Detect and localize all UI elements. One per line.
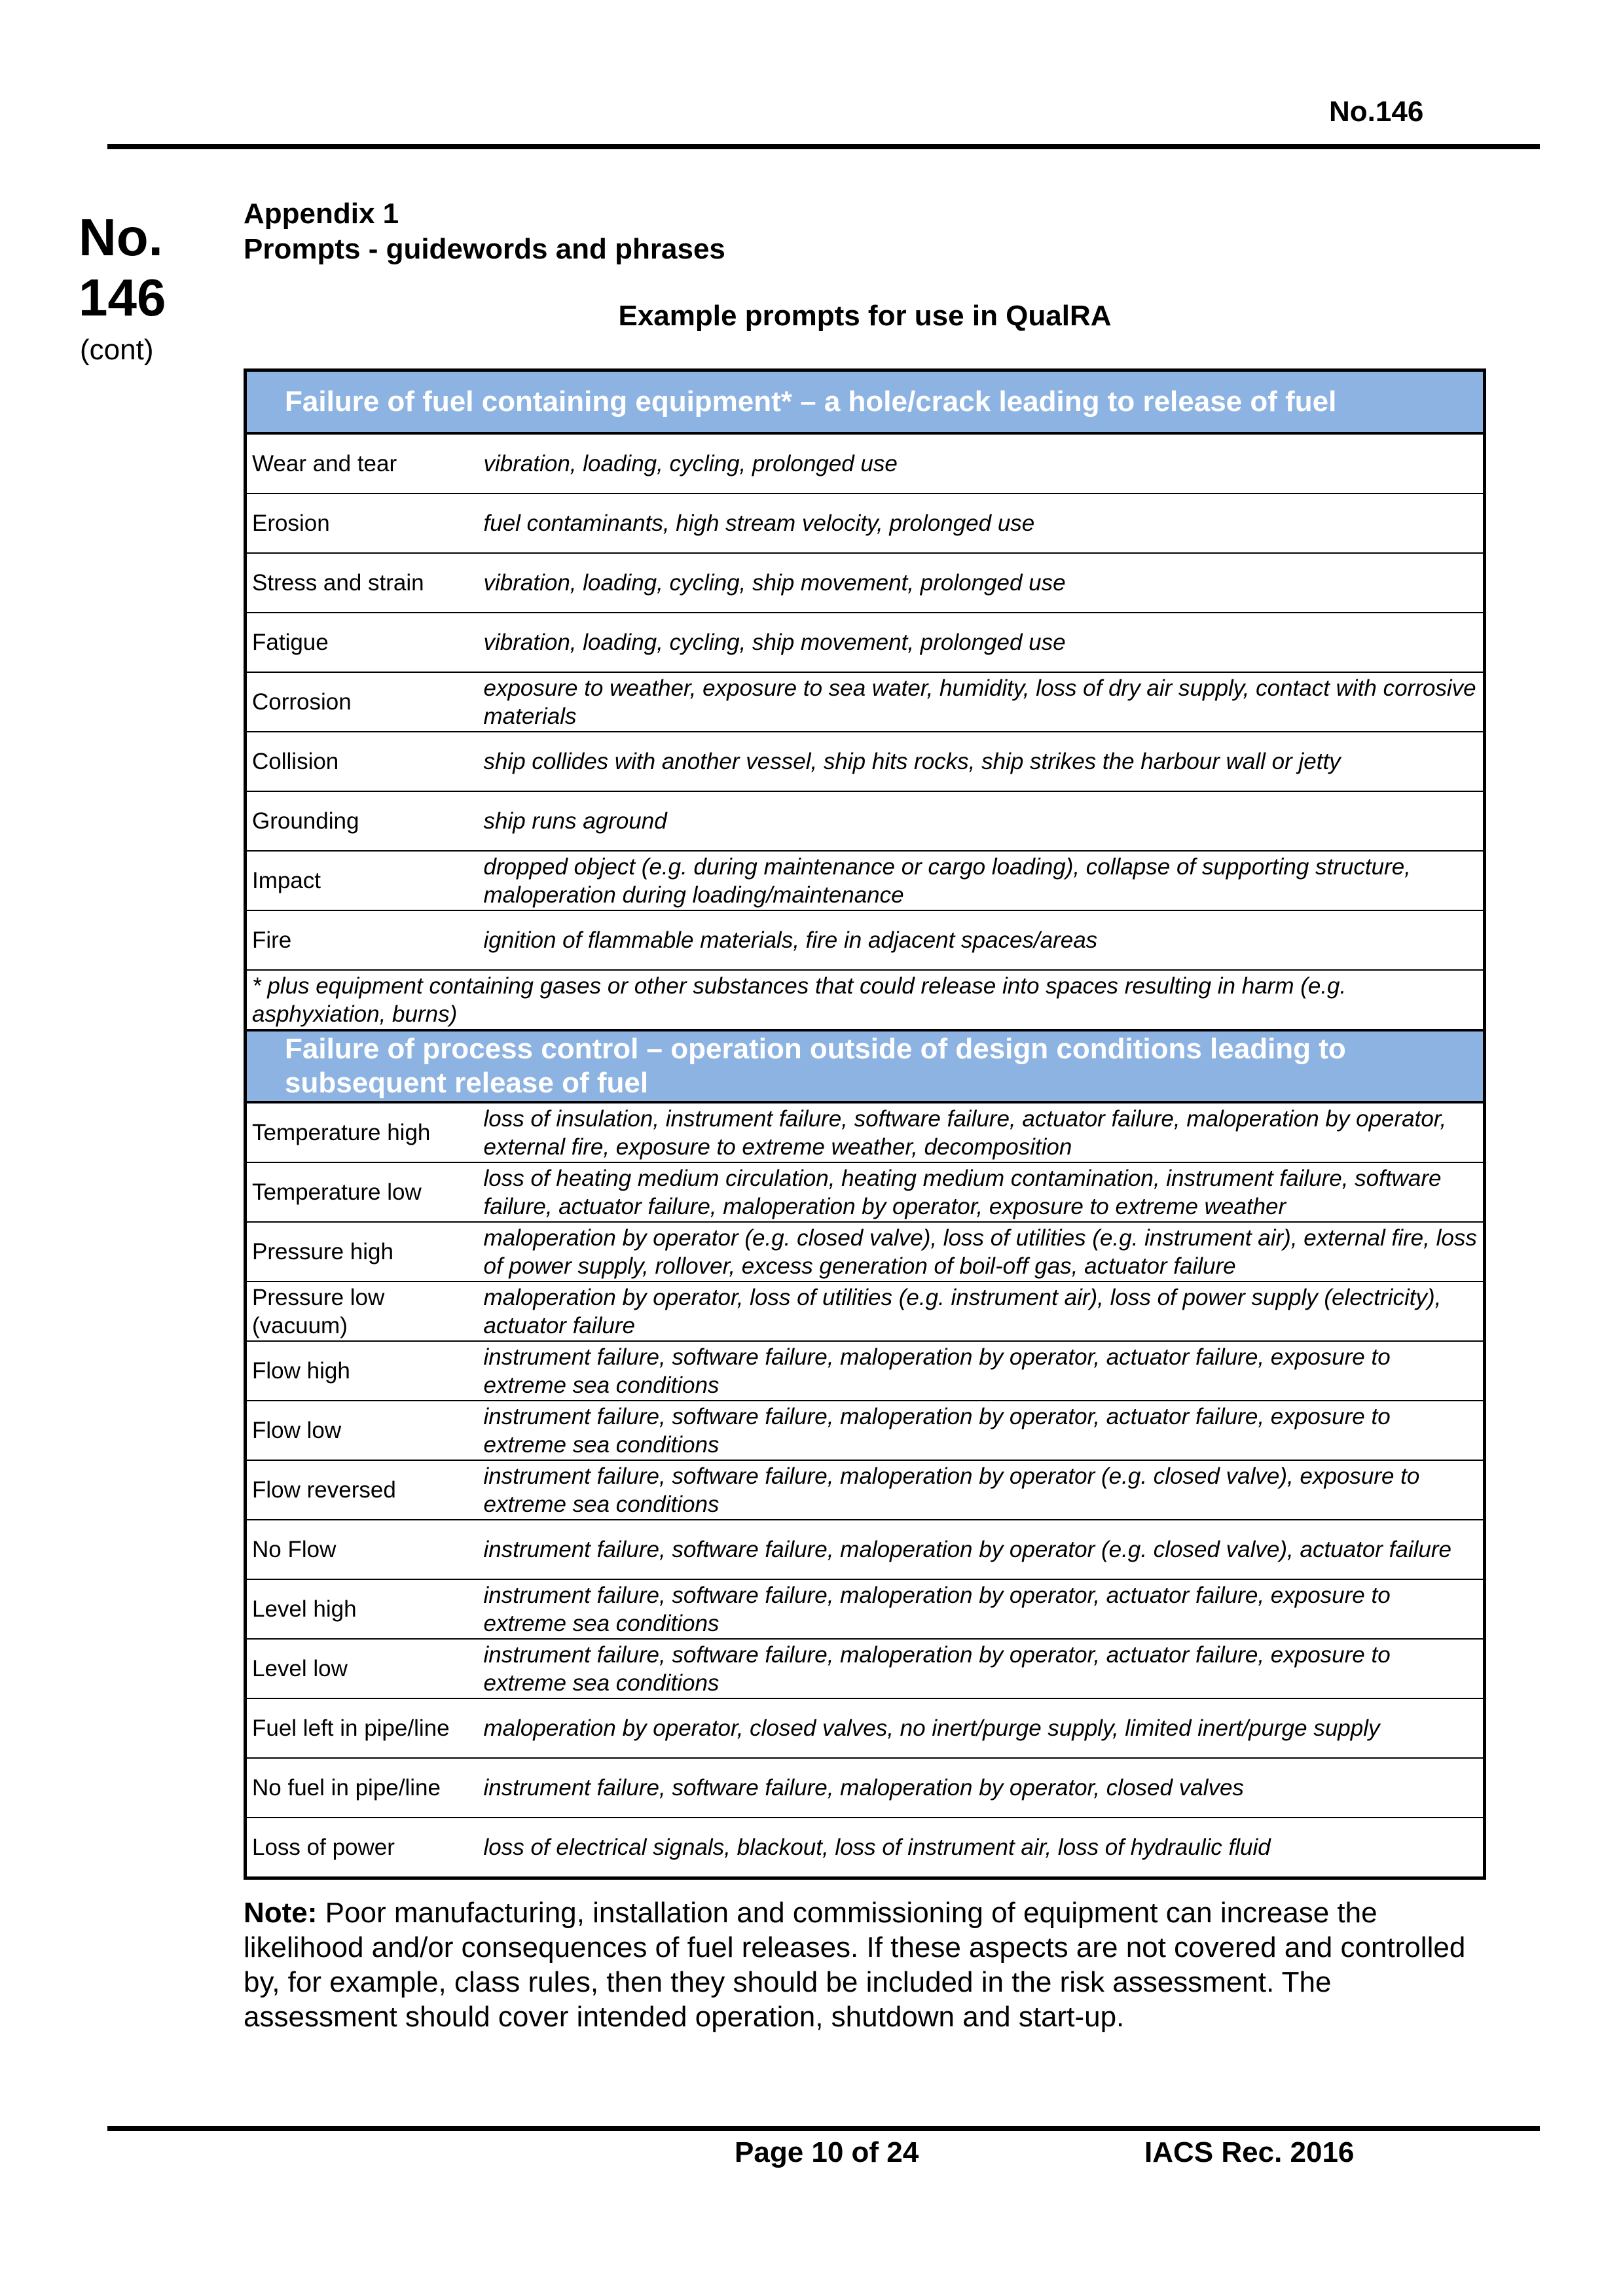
- prompt-phrases: instrument failure, software failure, maloperation by operator (e.g. closed valve), exposure to extreme sea conditions: [479, 1460, 1485, 1520]
- side-label-cont: (cont): [80, 334, 154, 366]
- table-row: [246, 613, 1485, 672]
- prompt-phrases: fuel contaminants, high stream velocity, prolonged use: [479, 493, 1485, 553]
- footer-page-number: Page 10 of 24: [735, 2136, 919, 2168]
- guideword: Flow high: [246, 1341, 479, 1401]
- table-row: [246, 1282, 1485, 1341]
- prompt-phrases: loss of heating medium circulation, heating medium contamination, instrument failure, software failure, actuator failure, maloperation by operator, exposure to extreme weather: [479, 1162, 1485, 1222]
- prompt-phrases: ship collides with another vessel, ship hits rocks, ship strikes the harbour wall or jetty: [479, 732, 1485, 791]
- prompt-phrases: exposure to weather, exposure to sea water, humidity, loss of dry air supply, contact with corrosive materials: [479, 672, 1485, 732]
- prompt-phrases: vibration, loading, cycling, ship movement, prolonged use: [479, 613, 1485, 672]
- table-footnote: * plus equipment containing gases or other substances that could release into spaces resulting in harm (e.g. asphyxiation, burns): [246, 970, 1485, 1030]
- prompt-phrases: dropped object (e.g. during maintenance or cargo loading), collapse of supporting structure, maloperation during loading/maintenance: [479, 851, 1485, 910]
- prompt-phrases: loss of electrical signals, blackout, loss of instrument air, loss of hydraulic fluid: [479, 1818, 1485, 1878]
- guideword: No fuel in pipe/line: [246, 1758, 479, 1818]
- footer-rule: [107, 2126, 1540, 2131]
- section-header-row: [246, 1030, 1485, 1102]
- prompt-phrases: instrument failure, software failure, maloperation by operator, closed valves: [479, 1758, 1485, 1818]
- prompt-phrases: instrument failure, software failure, maloperation by operator, actuator failure, exposure to extreme sea conditions: [479, 1579, 1485, 1639]
- guideword: Fire: [246, 910, 479, 970]
- table-row: [246, 493, 1485, 553]
- table-row: [246, 1758, 1485, 1818]
- footer-rec-label: IACS Rec. 2016: [1144, 2136, 1355, 2168]
- prompt-phrases: vibration, loading, cycling, prolonged use: [479, 433, 1485, 493]
- table-row: [246, 672, 1485, 732]
- appendix-title: Appendix 1: [244, 198, 399, 230]
- guideword: Temperature low: [246, 1162, 479, 1222]
- guideword: Fuel left in pipe/line: [246, 1698, 479, 1758]
- prompts-table: [244, 368, 1486, 1880]
- section-heading: Failure of fuel containing equipment* – a hole/crack leading to release of fuel: [246, 370, 1485, 434]
- appendix-heading: [244, 196, 725, 267]
- prompt-phrases: loss of insulation, instrument failure, software failure, actuator failure, maloperation by operator, external fire, exposure to extreme weather, decomposition: [479, 1102, 1485, 1162]
- table-row: [246, 433, 1485, 493]
- prompt-phrases: instrument failure, software failure, maloperation by operator (e.g. closed valve), actuator failure: [479, 1520, 1485, 1579]
- guideword: Loss of power: [246, 1818, 479, 1878]
- guideword: Temperature high: [246, 1102, 479, 1162]
- table-row: [246, 553, 1485, 613]
- footnote-row: [246, 970, 1485, 1030]
- appendix-subtitle: Prompts - guidewords and phrases: [244, 233, 725, 265]
- guideword: Pressure high: [246, 1222, 479, 1282]
- side-label-no: No.: [79, 208, 163, 266]
- table-title: Example prompts for use in QualRA: [618, 300, 1112, 332]
- table-row: [246, 1222, 1485, 1282]
- guideword: Stress and strain: [246, 553, 479, 613]
- prompt-phrases: maloperation by operator, loss of utilities (e.g. instrument air), loss of power supply (electricity), actuator failure: [479, 1282, 1485, 1341]
- guideword: Wear and tear: [246, 433, 479, 493]
- note-paragraph: [244, 1895, 1487, 2034]
- guideword: No Flow: [246, 1520, 479, 1579]
- table-row: [246, 1639, 1485, 1698]
- guideword: Fatigue: [246, 613, 479, 672]
- side-label-number: 146: [79, 268, 166, 327]
- table-row: [246, 910, 1485, 970]
- prompt-phrases: vibration, loading, cycling, ship movement, prolonged use: [479, 553, 1485, 613]
- section-header-row: [246, 370, 1485, 434]
- table-row: [246, 791, 1485, 851]
- prompt-phrases: instrument failure, software failure, maloperation by operator, actuator failure, exposure to extreme sea conditions: [479, 1401, 1485, 1460]
- guideword: Level low: [246, 1639, 479, 1698]
- guideword: Collision: [246, 732, 479, 791]
- guideword: Corrosion: [246, 672, 479, 732]
- guideword: Grounding: [246, 791, 479, 851]
- table-row: [246, 1579, 1485, 1639]
- guideword: Erosion: [246, 493, 479, 553]
- table-row: [246, 1520, 1485, 1579]
- guideword: Flow low: [246, 1401, 479, 1460]
- section-heading: Failure of process control – operation outside of design conditions leading to subsequent release of fuel: [246, 1030, 1485, 1102]
- prompt-phrases: instrument failure, software failure, maloperation by operator, actuator failure, exposure to extreme sea conditions: [479, 1341, 1485, 1401]
- table-row: [246, 1698, 1485, 1758]
- prompt-phrases: ignition of flammable materials, fire in adjacent spaces/areas: [479, 910, 1485, 970]
- table-row: [246, 1818, 1485, 1878]
- header-doc-number: No.146: [1329, 96, 1424, 128]
- table-row: [246, 1460, 1485, 1520]
- prompt-phrases: instrument failure, software failure, maloperation by operator, actuator failure, exposure to extreme sea conditions: [479, 1639, 1485, 1698]
- guideword: Level high: [246, 1579, 479, 1639]
- table-row: [246, 851, 1485, 910]
- guideword: Pressure low (vacuum): [246, 1282, 479, 1341]
- table-row: [246, 732, 1485, 791]
- guideword: Flow reversed: [246, 1460, 479, 1520]
- prompt-phrases: maloperation by operator, closed valves, no inert/purge supply, limited inert/purge supply: [479, 1698, 1485, 1758]
- table-row: [246, 1401, 1485, 1460]
- prompt-phrases: maloperation by operator (e.g. closed valve), loss of utilities (e.g. instrument air), external fire, loss of power supply, rollover, excess generation of boil-off gas, actuator failure: [479, 1222, 1485, 1282]
- table-row: [246, 1341, 1485, 1401]
- header-rule: [107, 144, 1540, 149]
- note-label: Note:: [244, 1897, 318, 1929]
- table-row: [246, 1102, 1485, 1162]
- table-row: [246, 1162, 1485, 1222]
- prompt-phrases: ship runs aground: [479, 791, 1485, 851]
- guideword: Impact: [246, 851, 479, 910]
- note-text: Poor manufacturing, installation and commissioning of equipment can increase the likelihood and/or consequences of fuel releases. If these aspects are not covered and controlled by, for example, class rules, then they should be included in the risk assessment. The assessment should cover intended operation, shutdown and start-up.: [244, 1897, 1466, 2033]
